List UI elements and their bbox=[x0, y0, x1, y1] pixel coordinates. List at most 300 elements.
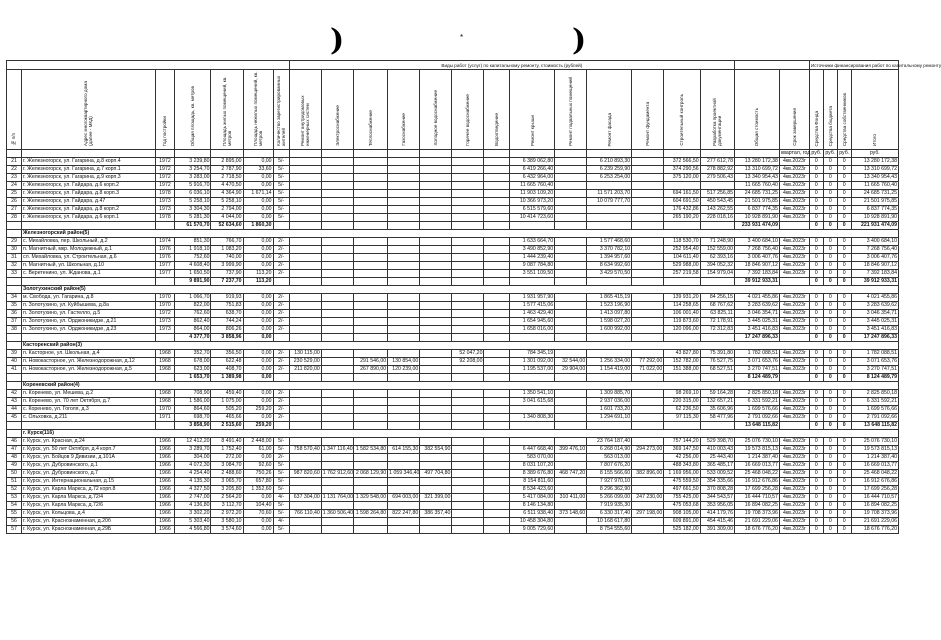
table-cell: 1 350 541,10 bbox=[510, 390, 555, 398]
table-cell bbox=[452, 302, 484, 310]
table-cell: 7 268 756,40 bbox=[735, 246, 780, 254]
table-cell: 6 511 938,40 bbox=[510, 510, 555, 518]
table-cell: 267 890,00 bbox=[353, 366, 387, 374]
table-cell bbox=[700, 222, 734, 230]
table-cell: 637 304,00 bbox=[289, 494, 321, 502]
unit-cell bbox=[353, 150, 387, 158]
table-cell bbox=[484, 502, 510, 510]
table-cell: 0 bbox=[809, 278, 823, 286]
table-cell: 0 bbox=[823, 326, 837, 334]
table-cell bbox=[321, 174, 353, 182]
table-cell bbox=[632, 406, 664, 414]
table-cell bbox=[289, 390, 321, 398]
table-cell: 6 210 893,30 bbox=[587, 158, 632, 166]
table-cell bbox=[484, 318, 510, 326]
table-cell: 152 559,00 bbox=[700, 246, 734, 254]
table-cell bbox=[452, 326, 484, 334]
table-cell: г. Курск, ул. Красная, д.24 bbox=[21, 438, 155, 446]
table-cell bbox=[353, 182, 387, 190]
table-row bbox=[7, 518, 899, 526]
table-cell bbox=[321, 302, 353, 310]
section-number bbox=[7, 382, 22, 390]
table-cell bbox=[452, 270, 484, 278]
table-cell: 0,00 bbox=[243, 310, 273, 318]
table-cell bbox=[289, 478, 321, 486]
table-cell bbox=[420, 526, 452, 534]
section-title: Золотухинский район(5) bbox=[21, 286, 898, 294]
table-cell: 1966 bbox=[155, 518, 174, 526]
table-cell bbox=[484, 334, 510, 342]
table-cell: п. Магнитный, ул. Школьная, д.10 bbox=[21, 262, 155, 270]
table-cell bbox=[353, 294, 387, 302]
table-cell bbox=[353, 478, 387, 486]
table-cell bbox=[353, 526, 387, 534]
table-cell: 3 283 639,62 bbox=[851, 302, 898, 310]
table-cell bbox=[289, 198, 321, 206]
column-header-label: Итого bbox=[872, 133, 878, 146]
table-cell bbox=[420, 438, 452, 446]
table-cell: 0,00 bbox=[243, 374, 273, 382]
table-cell bbox=[484, 302, 510, 310]
table-cell: 104,40 bbox=[243, 502, 273, 510]
table-cell: 84 256,15 bbox=[700, 294, 734, 302]
table-cell bbox=[452, 438, 484, 446]
table-cell: п. Золотухино, ул. Гастелло, д.5 bbox=[21, 310, 155, 318]
table-cell bbox=[632, 214, 664, 222]
table-cell: 10 414 723,60 bbox=[510, 214, 555, 222]
table-cell: 11 903 109,20 bbox=[510, 190, 555, 198]
table-cell bbox=[452, 278, 484, 286]
table-cell: 3 112,70 bbox=[211, 502, 243, 510]
column-header-label: Ремонт фасада bbox=[606, 112, 612, 146]
table-cell: 0,00 bbox=[243, 318, 273, 326]
table-cell: 16 894 082,25 bbox=[735, 502, 780, 510]
table-cell: 3 046 354,71 bbox=[851, 310, 898, 318]
table-cell: 0 bbox=[837, 350, 851, 358]
table-cell: 2/- bbox=[273, 302, 289, 310]
table-cell bbox=[632, 294, 664, 302]
table-cell: 408,70 bbox=[211, 366, 243, 374]
table-cell: 40 bbox=[7, 358, 22, 366]
table-cell: 13 280 172,38 bbox=[851, 158, 898, 166]
table-cell bbox=[321, 246, 353, 254]
column-header bbox=[353, 70, 387, 150]
table-cell: 4 608,40 bbox=[175, 262, 211, 270]
table-cell bbox=[7, 222, 22, 230]
table-cell: 862,40 bbox=[175, 318, 211, 326]
table-cell bbox=[587, 206, 632, 214]
table-cell bbox=[321, 158, 353, 166]
column-header bbox=[7, 70, 22, 150]
table-cell: 2 068 129,90 bbox=[353, 470, 387, 478]
table-cell: 3 254,70 bbox=[175, 166, 211, 174]
table-cell: 4кв.2023г bbox=[779, 494, 809, 502]
table-cell bbox=[555, 198, 587, 206]
table-cell bbox=[555, 438, 587, 446]
table-cell bbox=[587, 350, 632, 358]
table-cell: 0 bbox=[837, 486, 851, 494]
table-cell: 4кв.2023г bbox=[779, 462, 809, 470]
table-cell: 7 268 756,40 bbox=[851, 246, 898, 254]
table-cell bbox=[555, 326, 587, 334]
table-cell: с. Михайловка, пер. Школьный, д.2 bbox=[21, 238, 155, 246]
table-cell: 25 443,40 bbox=[700, 454, 734, 462]
table-cell: 0 bbox=[823, 254, 837, 262]
table-cell: 3 289,70 bbox=[175, 446, 211, 454]
table-cell: 1 294 691,10 bbox=[587, 414, 632, 422]
table-cell bbox=[289, 294, 321, 302]
table-cell bbox=[289, 278, 321, 286]
table-cell bbox=[452, 318, 484, 326]
table-cell: 1966 bbox=[155, 446, 174, 454]
table-cell bbox=[321, 358, 353, 366]
table-cell bbox=[289, 254, 321, 262]
table-cell bbox=[321, 406, 353, 414]
table-cell: 8 296 362,90 bbox=[587, 486, 632, 494]
table-cell: 221 931 474,09 bbox=[851, 222, 898, 230]
table-cell bbox=[289, 454, 321, 462]
table-cell bbox=[420, 350, 452, 358]
table-cell: 505,20 bbox=[211, 406, 243, 414]
table-cell bbox=[420, 422, 452, 430]
table-cell: 4кв.2023г bbox=[779, 366, 809, 374]
column-header bbox=[779, 70, 809, 150]
table-cell: 310 411,00 bbox=[555, 494, 587, 502]
table-cell bbox=[632, 326, 664, 334]
table-cell: 4 021 455,86 bbox=[851, 294, 898, 302]
table-cell: г. Курск, ул. Кольцова, д.4 bbox=[21, 510, 155, 518]
table-cell: 3 400 684,10 bbox=[851, 238, 898, 246]
table-cell bbox=[7, 334, 22, 342]
table-cell: 0 bbox=[823, 206, 837, 214]
table-cell bbox=[484, 270, 510, 278]
table-cell: 386 357,40 bbox=[420, 510, 452, 518]
column-header bbox=[823, 70, 837, 150]
table-cell bbox=[388, 294, 420, 302]
table-cell bbox=[555, 158, 587, 166]
table-cell bbox=[452, 422, 484, 430]
table-cell: 257 219,58 bbox=[664, 270, 700, 278]
table-cell: 4 364,90 bbox=[211, 190, 243, 198]
table-cell: 5/- bbox=[273, 198, 289, 206]
table-cell: 0 bbox=[837, 182, 851, 190]
table-cell bbox=[700, 422, 734, 430]
table-cell: с. Ольховка, д.211 bbox=[21, 414, 155, 422]
table-cell: 4кв.2023г bbox=[779, 270, 809, 278]
table-cell: 0 bbox=[809, 478, 823, 486]
table-cell: 365 485,17 bbox=[700, 462, 734, 470]
table-cell bbox=[484, 254, 510, 262]
column-header-label: Адрес многоквартирного дома (далее - МКД) bbox=[83, 81, 94, 146]
table-cell bbox=[632, 310, 664, 318]
table-cell bbox=[21, 334, 155, 342]
table-cell: 29 904,00 bbox=[555, 366, 587, 374]
table-cell: г. Железногорск, ул. Гайдара, д.6 корп.1 bbox=[21, 214, 155, 222]
table-cell: 0 bbox=[823, 398, 837, 406]
table-cell: 0 bbox=[837, 262, 851, 270]
table-cell: 72 178,91 bbox=[700, 318, 734, 326]
table-cell: 657,80 bbox=[243, 478, 273, 486]
table-cell bbox=[420, 502, 452, 510]
table-cell bbox=[289, 270, 321, 278]
table-cell: 0 bbox=[809, 190, 823, 198]
table-cell bbox=[289, 326, 321, 334]
column-header-label: Разработка проектной документации bbox=[712, 98, 723, 146]
table-cell bbox=[353, 246, 387, 254]
table-cell: 694 161,50 bbox=[664, 190, 700, 198]
column-header bbox=[175, 70, 211, 150]
table-cell: 8 124 489,79 bbox=[735, 374, 780, 382]
table-cell bbox=[452, 526, 484, 534]
table-cell bbox=[273, 222, 289, 230]
table-cell: 0 bbox=[837, 390, 851, 398]
table-cell: 1973 bbox=[155, 318, 174, 326]
table-cell bbox=[452, 486, 484, 494]
table-cell: 0 bbox=[809, 414, 823, 422]
table-cell: 3 205,80 bbox=[211, 486, 243, 494]
table-cell: 16 669 013,77 bbox=[735, 462, 780, 470]
table-cell bbox=[321, 502, 353, 510]
table-cell bbox=[587, 182, 632, 190]
table-cell: 497 704,80 bbox=[420, 470, 452, 478]
column-header-label: Общая площадь, кв. метров bbox=[190, 85, 196, 146]
table-cell bbox=[388, 278, 420, 286]
table-cell bbox=[632, 158, 664, 166]
table-cell bbox=[555, 238, 587, 246]
table-cell: 0 bbox=[823, 510, 837, 518]
column-header bbox=[273, 70, 289, 150]
table-cell: 369 147,50 bbox=[664, 446, 700, 454]
table-cell bbox=[484, 462, 510, 470]
table-cell bbox=[452, 310, 484, 318]
table-cell bbox=[321, 182, 353, 190]
table-cell: 3 429 570,50 bbox=[587, 270, 632, 278]
table-cell bbox=[632, 502, 664, 510]
table-cell bbox=[420, 486, 452, 494]
table-cell: 11 665 760,40 bbox=[735, 182, 780, 190]
table-cell bbox=[555, 414, 587, 422]
table-cell bbox=[632, 270, 664, 278]
table-cell bbox=[420, 270, 452, 278]
table-cell: 56 bbox=[7, 518, 22, 526]
table-cell: 1 083,20 bbox=[211, 246, 243, 254]
table-cell: 2/- bbox=[273, 350, 289, 358]
table-cell: 154 979,04 bbox=[700, 270, 734, 278]
table-cell: 382 554,90 bbox=[420, 446, 452, 454]
table-cell bbox=[632, 438, 664, 446]
table-cell: п. Новокасторное, ул. Железнодорожная, д.12 bbox=[21, 358, 155, 366]
table-cell bbox=[452, 334, 484, 342]
table-cell: п. Касторное, ул. Школьная, д.4 bbox=[21, 350, 155, 358]
unit-cell bbox=[452, 150, 484, 158]
table-cell: 0 bbox=[809, 454, 823, 462]
table-cell: 50 bbox=[7, 470, 22, 478]
table-cell: 17 699 256,28 bbox=[851, 486, 898, 494]
table-cell: 43 827,80 bbox=[664, 350, 700, 358]
table-cell bbox=[632, 166, 664, 174]
table-cell: сл. Михайловка, ул. Строительная, д.6 bbox=[21, 254, 155, 262]
table-cell: 0 bbox=[837, 302, 851, 310]
table-cell: 0 bbox=[809, 462, 823, 470]
table-cell: 29 bbox=[7, 238, 22, 246]
table-cell bbox=[388, 222, 420, 230]
table-cell: 2 972,20 bbox=[211, 510, 243, 518]
table-cell: 583 070,00 bbox=[510, 454, 555, 462]
table-cell: 2 448,00 bbox=[243, 438, 273, 446]
table-cell: 1972 bbox=[155, 174, 174, 182]
table-cell: 465,66 bbox=[211, 414, 243, 422]
table-cell: 4 254,40 bbox=[175, 470, 211, 478]
table-cell bbox=[321, 350, 353, 358]
table-cell bbox=[484, 366, 510, 374]
table-cell: 5/- bbox=[273, 510, 289, 518]
table-cell bbox=[420, 190, 452, 198]
table-cell: 0 bbox=[837, 422, 851, 430]
table-cell bbox=[388, 190, 420, 198]
section-row bbox=[7, 286, 899, 294]
table-cell bbox=[555, 350, 587, 358]
table-cell: 529 398,70 bbox=[700, 438, 734, 446]
repair-schedule-table bbox=[6, 60, 941, 534]
table-cell: 382 896,00 bbox=[632, 470, 664, 478]
table-cell: 1966 bbox=[155, 526, 174, 534]
table-cell: 10 928 891,90 bbox=[735, 214, 780, 222]
table-cell: 3 580,10 bbox=[211, 518, 243, 526]
table-cell: 0 bbox=[823, 438, 837, 446]
table-cell: 752,60 bbox=[175, 254, 211, 262]
table-cell: п. Коренево, ул. Мешева, д.2 bbox=[21, 390, 155, 398]
table-cell: 13 648 115,82 bbox=[735, 422, 780, 430]
table-cell: 13 280 172,38 bbox=[735, 158, 780, 166]
table-cell bbox=[664, 422, 700, 430]
table-cell: 0,00 bbox=[243, 398, 273, 406]
table-cell: 10 928 891,90 bbox=[851, 214, 898, 222]
table-cell: 4кв.2023г bbox=[779, 358, 809, 366]
table-cell: 766 110,40 bbox=[289, 510, 321, 518]
table-cell: 4кв.2023г bbox=[779, 526, 809, 534]
table-cell: 52 047,20 bbox=[452, 350, 484, 358]
table-cell bbox=[632, 350, 664, 358]
table-cell: 0,00 bbox=[243, 182, 273, 190]
table-cell: 3 041 615,68 bbox=[510, 398, 555, 406]
table-cell: 106 001,40 bbox=[664, 310, 700, 318]
table-cell bbox=[353, 486, 387, 494]
table-cell bbox=[21, 222, 155, 230]
table-cell: п. Новокасторное, ул. Железнодорожная, д.5 bbox=[21, 366, 155, 374]
table-cell: 2 825 850,18 bbox=[735, 390, 780, 398]
table-cell bbox=[700, 278, 734, 286]
table-cell: 0 bbox=[823, 486, 837, 494]
table-cell: 0 bbox=[809, 526, 823, 534]
table-cell: 1966 bbox=[155, 486, 174, 494]
table-cell bbox=[510, 438, 555, 446]
unit-cell bbox=[735, 150, 780, 158]
table-cell bbox=[273, 334, 289, 342]
table-cell: 5/- bbox=[273, 446, 289, 454]
table-cell bbox=[484, 246, 510, 254]
table-cell bbox=[388, 438, 420, 446]
table-cell: 2/- bbox=[273, 358, 289, 366]
table-cell bbox=[388, 182, 420, 190]
table-cell: 4кв.2023г bbox=[779, 470, 809, 478]
table-cell: 18 846 907,12 bbox=[851, 262, 898, 270]
table-row bbox=[7, 318, 899, 326]
table-cell: 9 891,90 bbox=[175, 278, 211, 286]
unit-cell: квартал, год bbox=[780, 150, 811, 156]
table-cell: 864,00 bbox=[175, 326, 211, 334]
table-row bbox=[7, 310, 899, 318]
table-cell: 0 bbox=[809, 366, 823, 374]
table-cell bbox=[452, 158, 484, 166]
table-cell: 0 bbox=[823, 462, 837, 470]
table-row bbox=[7, 254, 899, 262]
table-cell: 740,00 bbox=[211, 254, 243, 262]
column-header bbox=[851, 70, 898, 150]
table-cell bbox=[289, 526, 321, 534]
table-cell: п. Золотухино, ул. Орджоникидзе, д.21 bbox=[21, 318, 155, 326]
table-cell: 0 bbox=[809, 262, 823, 270]
table-cell: 0,00 bbox=[243, 206, 273, 214]
subtotal-row bbox=[7, 222, 899, 230]
table-cell: 1 865 415,19 bbox=[587, 294, 632, 302]
table-cell: 114 258,65 bbox=[664, 302, 700, 310]
table-cell: 6 253 254,00 bbox=[587, 174, 632, 182]
table-cell: 4кв.2023г bbox=[779, 166, 809, 174]
table-cell bbox=[388, 174, 420, 182]
table-cell: 1 918,10 bbox=[175, 246, 211, 254]
table-cell: 5/- bbox=[273, 526, 289, 534]
table-cell bbox=[587, 222, 632, 230]
column-header bbox=[510, 70, 555, 150]
table-cell: 28 bbox=[7, 214, 22, 222]
table-cell: 1978 bbox=[155, 214, 174, 222]
table-cell: 8 146 134,80 bbox=[510, 502, 555, 510]
subtotal-row bbox=[7, 374, 899, 382]
table-cell: 39 912 933,31 bbox=[851, 278, 898, 286]
table-cell bbox=[388, 262, 420, 270]
table-cell: 468 747,20 bbox=[555, 470, 587, 478]
table-cell: 1966 bbox=[155, 502, 174, 510]
table-cell: 4кв.2023г bbox=[779, 326, 809, 334]
column-header bbox=[735, 70, 780, 150]
table-cell bbox=[388, 326, 420, 334]
table-cell bbox=[555, 270, 587, 278]
table-cell: 3 451 416,83 bbox=[851, 326, 898, 334]
table-cell: 0 bbox=[837, 246, 851, 254]
table-cell bbox=[289, 158, 321, 166]
table-cell: 36 bbox=[7, 310, 22, 318]
table-cell: 5/- bbox=[273, 214, 289, 222]
table-cell: 4кв.2023г bbox=[779, 318, 809, 326]
table-cell bbox=[587, 374, 632, 382]
table-cell bbox=[388, 406, 420, 414]
table-cell: 0 bbox=[823, 526, 837, 534]
table-cell: 529 988,00 bbox=[664, 262, 700, 270]
table-cell: 6 331 592,21 bbox=[735, 398, 780, 406]
table-cell bbox=[321, 334, 353, 342]
table-cell: 62 393,16 bbox=[700, 254, 734, 262]
table-cell: 5 266 099,00 bbox=[587, 494, 632, 502]
table-cell: 41 bbox=[7, 366, 22, 374]
table-cell bbox=[388, 478, 420, 486]
table-cell: г. Железногорск, ул. Гагарина, д.8 корп.4 bbox=[21, 158, 155, 166]
table-cell: 304,00 bbox=[175, 454, 211, 462]
table-cell: 37 bbox=[7, 318, 22, 326]
table-cell: 0 bbox=[837, 174, 851, 182]
table-cell bbox=[289, 374, 321, 382]
table-cell bbox=[388, 270, 420, 278]
column-header bbox=[837, 70, 851, 150]
